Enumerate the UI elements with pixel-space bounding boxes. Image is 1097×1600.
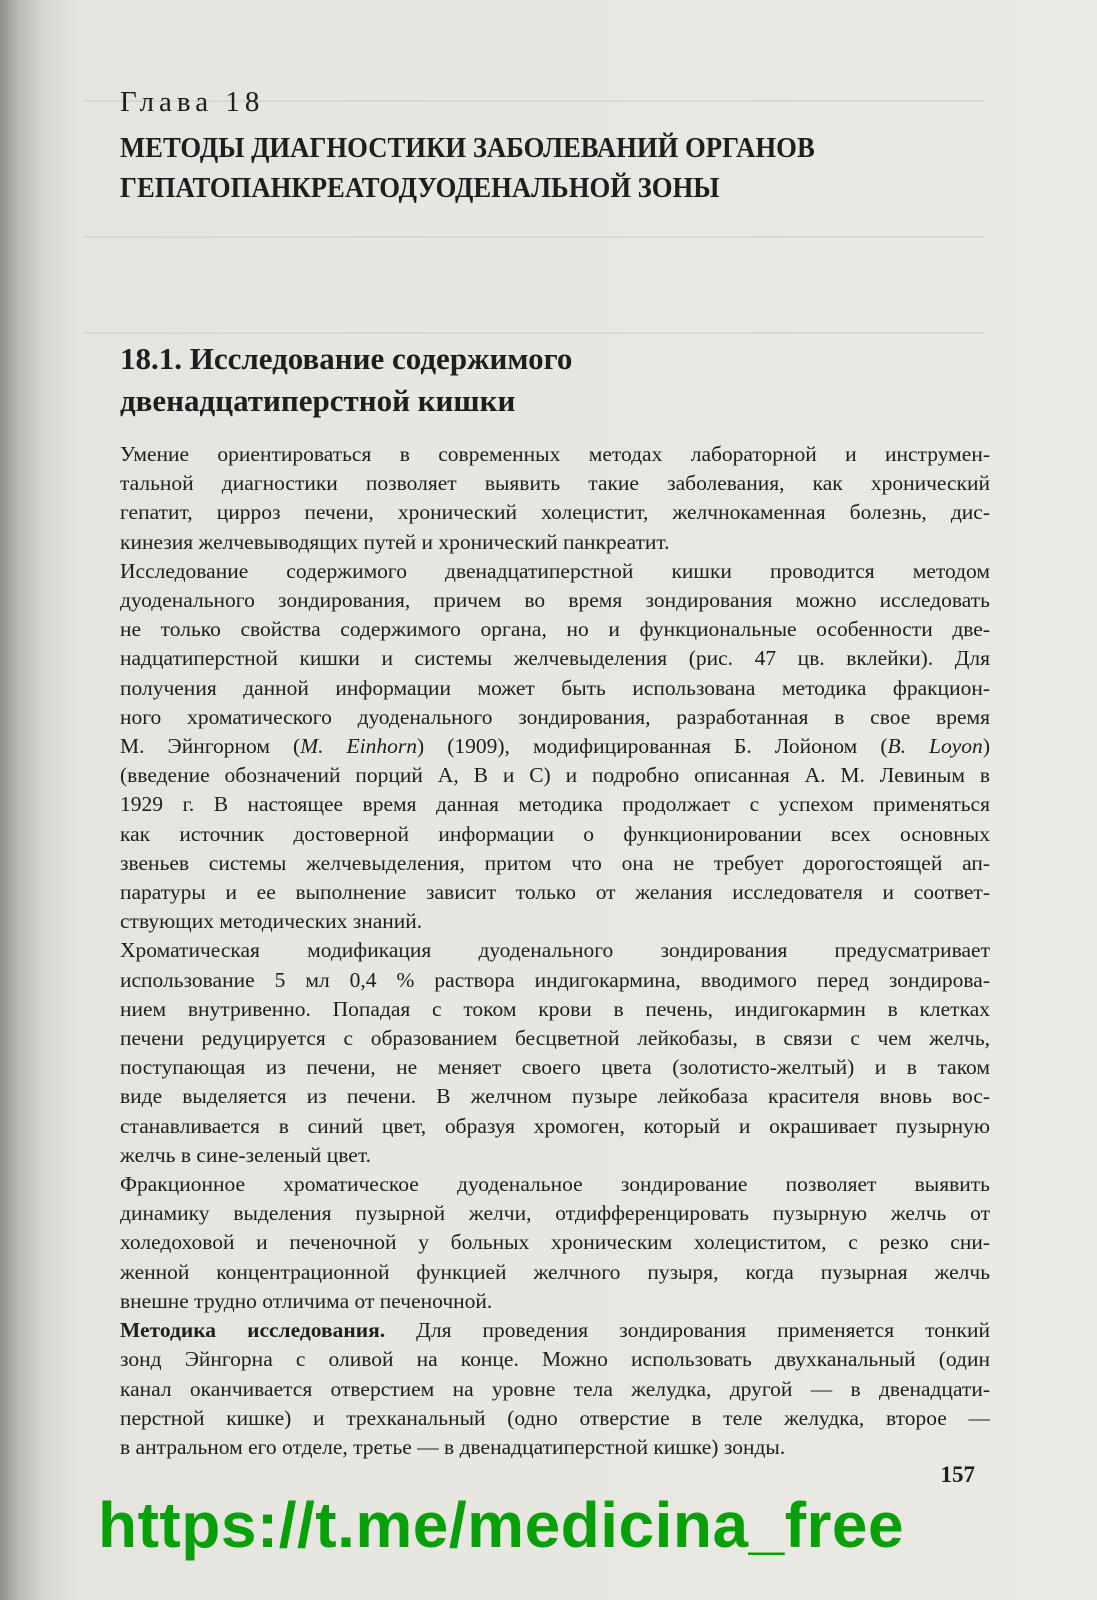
text-line: нием внутривенно. Попадая с током крови в печень, индигокармин в клетках bbox=[120, 996, 990, 1021]
text-line: гепатит, цирроз печени, хронический холецистит, желчнокаменная болезнь, дис- bbox=[120, 500, 990, 525]
text-line: 1929 г. В настоящее время данная методика продолжает с успехом применяться bbox=[120, 792, 990, 817]
text-line: Исследование содержимого двенадцатиперстной кишки проводится методом bbox=[120, 558, 990, 583]
text-line: перстной кишке) и трехканальный (одно отверстие в теле желудка, второе — bbox=[120, 1405, 990, 1430]
chapter-title-line: ГЕПАТОПАНКРЕАТОДУОДЕНАЛЬНОЙ ЗОНЫ bbox=[120, 172, 720, 204]
text-line: кинезия желчевыводящих путей и хронический панкреатит. bbox=[120, 529, 670, 554]
text-line: звеньев системы желчевыделения, притом что она не требует дорогостоящей ап- bbox=[120, 850, 990, 875]
text-line: Умение ориентироваться в современных методах лабораторной и инструмен- bbox=[120, 442, 990, 466]
text-line: получения данной информации может быть использована методика фракцион- bbox=[120, 675, 990, 700]
text-line bbox=[120, 1316, 990, 1345]
text-line: (введение обозначений порций А, В и С) и подробно описанная А. М. Левиным в bbox=[120, 763, 990, 788]
text-line: надцатиперстной кишки и системы желчевыделения (рис. 47 цв. вклейки). Для bbox=[120, 646, 990, 671]
text-line: не только свойства содержимого органа, но и функциональные особенности две- bbox=[120, 617, 990, 642]
paragraph bbox=[120, 440, 990, 557]
text-line: холедоховой и печеночной у больных хроническим холециститом, с резко сни- bbox=[120, 1230, 990, 1255]
chapter-label: Глава 18 bbox=[120, 86, 265, 118]
text-line: виде выделяется из печени. В желчном пузыре лейкобаза красителя вновь вос- bbox=[120, 1084, 990, 1109]
paragraph bbox=[120, 557, 990, 937]
text-line: дуоденального зондирования, причем во время зондирования можно исследовать bbox=[120, 588, 990, 613]
chapter-title-line: МЕТОДЫ ДИАГНОСТИКИ ЗАБОЛЕВАНИЙ ОРГАНОВ bbox=[120, 132, 815, 164]
text-line: желчь в сине-зеленый цвет. bbox=[120, 1142, 371, 1167]
paragraph bbox=[120, 1170, 990, 1316]
text-line: паратуры и ее выполнение зависит только от желания исследователя и соответ- bbox=[120, 880, 990, 905]
section-title-line: двенадцатиперстной кишки bbox=[120, 383, 516, 418]
text-line: внешне трудно отличима от печеночной. bbox=[120, 1288, 493, 1313]
text-line: в антральном его отделе, третье — в двенадцатиперстной кишке) зонды. bbox=[120, 1434, 786, 1459]
text-line: станавливается в синий цвет, образуя хромоген, который и окрашивает пузырную bbox=[120, 1113, 990, 1138]
bold-lead: Методика исследования. bbox=[120, 1318, 386, 1343]
text-line: женной концентрационной функцией желчного пузыря, когда пузырная желчь bbox=[120, 1259, 990, 1284]
text-run: Для проведения зондирования применяется тонкий bbox=[385, 1318, 990, 1343]
paragraph bbox=[120, 1316, 990, 1462]
page-number: 157 bbox=[940, 1462, 975, 1487]
paragraph bbox=[120, 936, 990, 1170]
text-line: печени редуцируется с образованием бесцветной лейкобазы, в связи с чем желчь, bbox=[120, 1026, 990, 1051]
text-line: динамику выделения пузырной желчи, отдифференцировать пузырную желчь от bbox=[120, 1201, 990, 1226]
text-line: зонд Эйнгорна с оливой на конце. Можно использовать двухканальный (один bbox=[120, 1347, 990, 1372]
chapter-title bbox=[120, 128, 990, 208]
text-line: тальной диагностики позволяет выявить такие заболевания, как хронический bbox=[120, 471, 990, 496]
section-title bbox=[120, 338, 990, 422]
text-line: ствующих методических знаний. bbox=[120, 909, 423, 934]
watermark-link[interactable]: https://t.me/medicina_free bbox=[98, 1489, 905, 1561]
text-line: М. Эйнгорном (M. Einhorn) (1909), модифицированная Б. Лойоном (B. Loyon) bbox=[120, 734, 990, 759]
section-title-line: 18.1. Исследование содержимого bbox=[120, 341, 573, 376]
text-line: использование 5 мл 0,4 % раствора индигокармина, вводимого перед зондирова- bbox=[120, 967, 990, 992]
text-line: как источник достоверной информации о функционировании всех основных bbox=[120, 821, 990, 846]
page-content bbox=[120, 84, 990, 1462]
text-line: поступающая из печени, не меняет своего цвета (золотисто-желтый) и в таком bbox=[120, 1055, 990, 1080]
text-line: Фракционное хроматическое дуоденальное зондирование позволяет выявить bbox=[120, 1172, 990, 1197]
text-line: Хроматическая модификация дуоденального зондирования предусматривает bbox=[120, 938, 990, 963]
text-line: ного хроматического дуоденального зондирования, разработанная в свое время bbox=[120, 704, 990, 729]
text-line: канал оканчивается отверстием на уровне тела желудка, другой — в двенадцати- bbox=[120, 1376, 990, 1401]
